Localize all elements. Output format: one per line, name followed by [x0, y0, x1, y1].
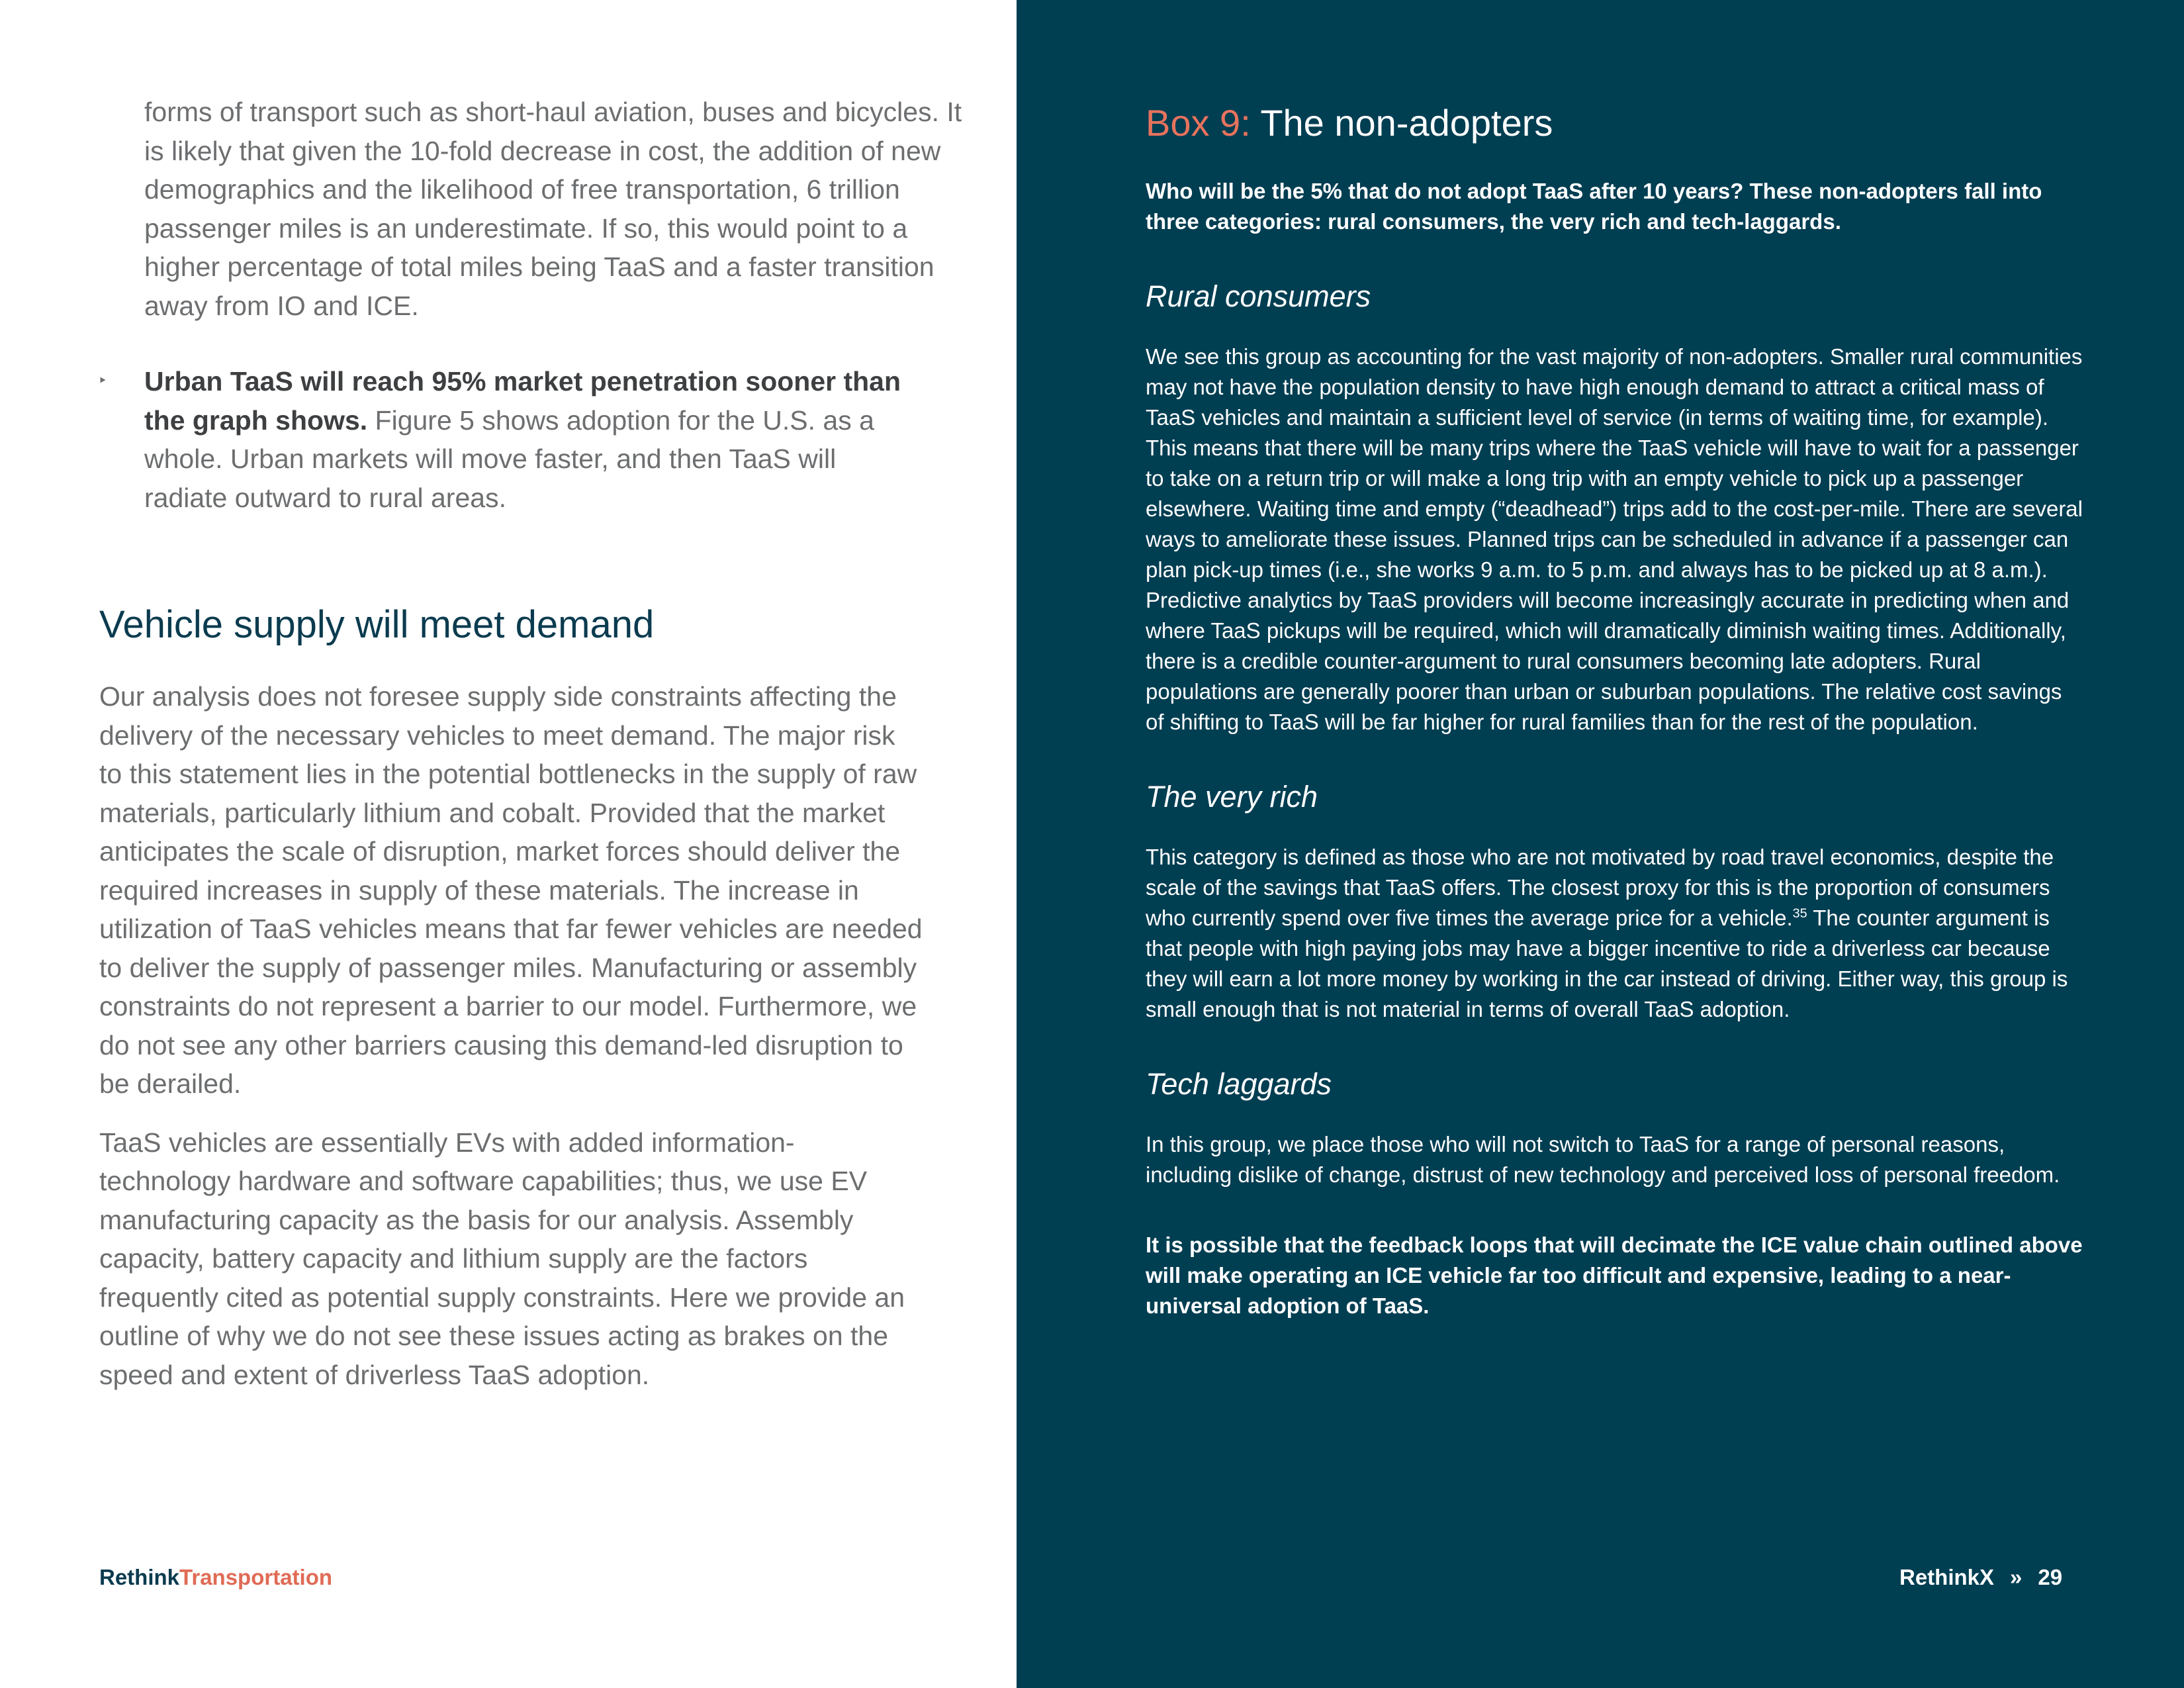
box-label: Box 9:	[1146, 102, 1251, 144]
footer-brand	[99, 1565, 332, 1590]
footer-brand-name: Rethink	[99, 1565, 180, 1589]
continued-paragraph: forms of transport such as short-haul aviation, buses and bicycles. It is likely that given the 10-fold decrease in cost, the addition of new demographics and the likelihood of free transportation, 6 trillion passenger miles is an underestimate. If so, this would point to a higher percentage of total miles being TaaS and a faster transition away from IO and ICE.	[144, 97, 962, 321]
page-number: 29	[2038, 1565, 2063, 1589]
footnote-marker: 35	[1792, 906, 1807, 921]
very-rich-text-before: This category is defined as those who are not motivated by road travel economics, despite the scale of the savings that TaaS offers. The closest proxy for this is the proportion of consumers who currently spend over five times the average price for a vehicle.	[1146, 845, 2054, 930]
box-title	[1146, 98, 2085, 148]
box-title-text: The non-adopters	[1250, 102, 1553, 144]
subheading-tech-laggards: Tech laggards	[1146, 1067, 1332, 1101]
section-heading: Vehicle supply will meet demand	[99, 603, 655, 646]
subheading-rural: Rural consumers	[1146, 279, 1371, 313]
box-lead: Who will be the 5% that do not adopt TaaS after 10 years? These non-adopters fall into three categories: rural consumers, the very rich and tech-laggards.	[1146, 179, 2042, 234]
box-panel	[1017, 0, 2184, 1688]
footer-page-info	[1899, 1565, 2062, 1590]
left-column	[98, 93, 962, 1394]
bullet-arrow-icon: ‣	[98, 372, 108, 390]
box-conclusion: It is possible that the feedback loops that will decimate the ICE value chain outlined above will make operating an ICE vehicle far too difficult and expensive, leading to a near-universal adoption of TaaS.	[1146, 1233, 2083, 1318]
bullet-bold-text: Urban TaaS will reach 95% market penetration sooner than the graph shows.	[144, 366, 901, 436]
left-page	[0, 0, 1017, 1688]
body-paragraph-2: TaaS vehicles are essentially EVs with added information-technology hardware and software capabilities; thus, we use EV manufacturing capacity as the basis for our analysis. Assembly capacity, battery capacity and lithium supply are the factors frequently cited as potential supply constraints. Here we provide an outline of why we do not see these issues acting as brakes on the speed and extent of driverless TaaS adoption.	[99, 1127, 905, 1390]
box-content	[1146, 98, 2085, 1321]
footer-brand-accent: Transportation	[179, 1565, 333, 1589]
paragraph-very-rich	[1146, 842, 2085, 1025]
bullet-text: Figure 5 shows adoption for the U.S. as a whole. Urban markets will move faster, and then TaaS will radiate outward to rural areas.	[144, 404, 874, 513]
very-rich-text-after: The counter argument is that people with high paying jobs may have a bigger incentive to ride a driverless car because they will earn a lot more money by working in the car instead of driving. Either way, this group is small enough that is not material in terms of overall TaaS adoption.	[1146, 906, 2068, 1021]
body-paragraph-1: Our analysis does not foresee supply side constraints affecting the delivery of the necessary vehicles to meet demand. The major risk to this statement lies in the potential bottlenecks in the supply of raw materials, particularly lithium and cobalt. Provided that the market anticipates the scale of disruption, market forces should deliver the required increases in supply of these materials. The increase in utilization of TaaS vehicles means that far fewer vehicles are needed to deliver the supply of passenger miles. Manufacturing or assembly constraints do not represent a barrier to our model. Furthermore, we do not see any other barriers causing this demand-led disruption to be derailed.	[99, 681, 923, 1099]
chevron-right-icon: »	[2010, 1565, 2023, 1589]
paragraph-rural: We see this group as accounting for the vast majority of non-adopters. Smaller rural communities may not have the population density to have high enough demand to attract a critical mass of TaaS vehicles and maintain a sufficient level of service (in terms of waiting time, for example). This means that there will be many trips where the TaaS vehicle will have to wait for a passenger to take on a return trip or will make a long trip with an empty vehicle to pick up a passenger elsewhere. Waiting time and empty (“deadhead”) trips add to the cost-per-mile. There are several ways to ameliorate these issues. Planned trips can be scheduled in advance if a passenger can plan pick-up times (i.e., she works 9 a.m. to 5 p.m. and always has to be picked up at 8 a.m.). Predictive analytics by TaaS providers will become increasingly accurate in predicting when and where TaaS pickups will be required, which will dramatically diminish waiting times. Additionally, there is a credible counter-argument to rural consumers becoming late adopters. Rural populations are generally poorer than urban or suburban populations. The relative cost savings of shifting to TaaS will be far higher for rural families than for the rest of the population.	[1146, 344, 2083, 734]
footer-brand-rethinkx: RethinkX	[1899, 1565, 1995, 1589]
subheading-very-rich: The very rich	[1146, 780, 1318, 814]
paragraph-tech-laggards: In this group, we place those who will not switch to TaaS for a range of personal reasons, including dislike of change, distrust of new technology and perceived loss of personal freedom.	[1146, 1132, 2060, 1187]
bullet-item	[98, 362, 923, 517]
